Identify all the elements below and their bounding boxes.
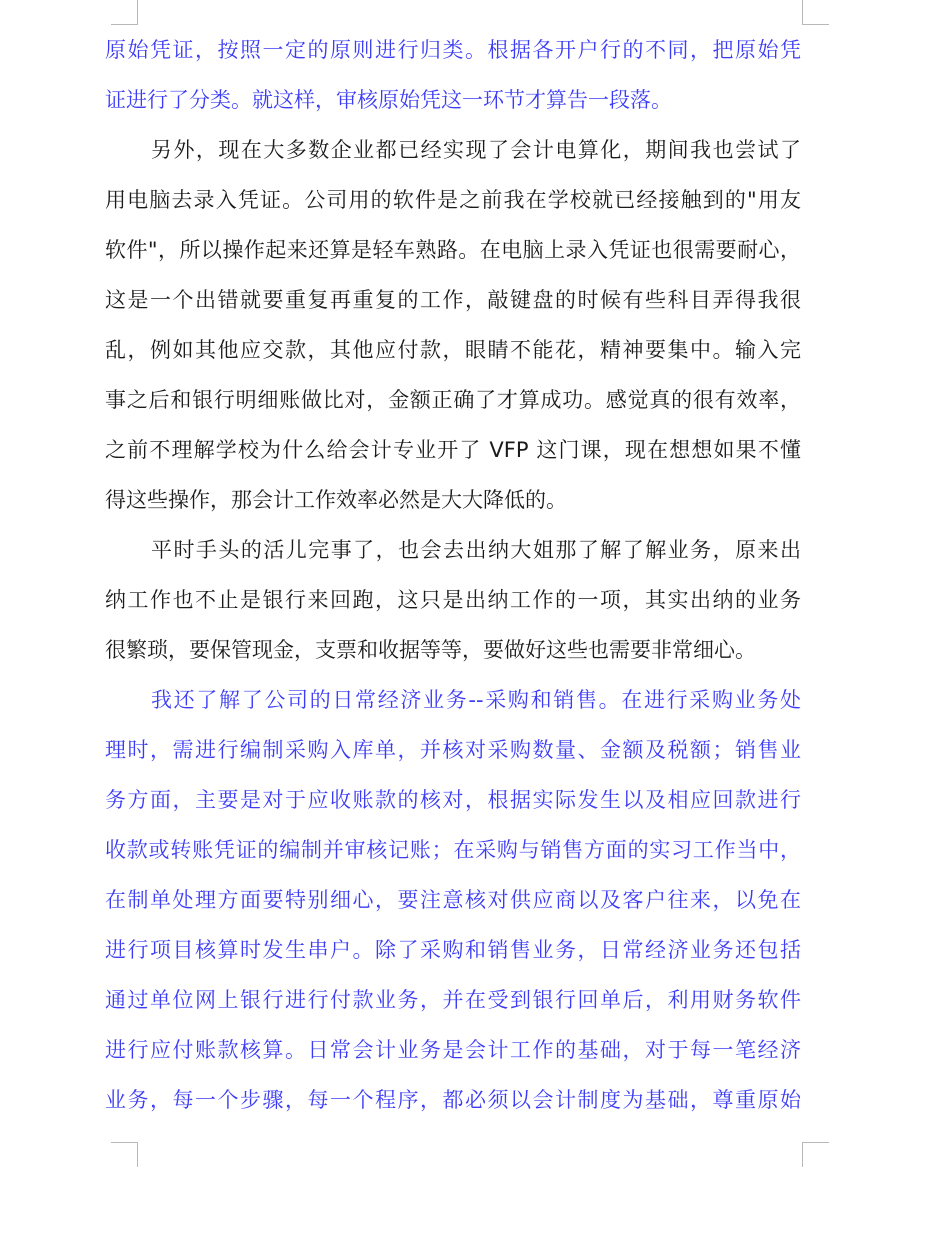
text-line: 纳工作也不止是银行来回跑，这只是出纳工作的一项，其实出纳的业务 xyxy=(105,588,801,612)
paragraph-1 xyxy=(105,25,801,125)
text-line: 我还了解了公司的日常经济业务--采购和销售。在进行采购业务处 xyxy=(151,688,801,712)
text-line: 软件"，所以操作起来还算是轻车熟路。在电脑上录入凭证也很需要耐心， xyxy=(105,238,801,262)
text-line: 事之后和银行明细账做比对，金额正确了才算成功。感觉真的很有效率， xyxy=(105,388,801,412)
paragraph-4 xyxy=(105,675,801,1125)
text-line: 很繁琐，要保管现金，支票和收据等等，要做好这些也需要非常细心。 xyxy=(105,638,756,662)
page-corner-mark-bottom-right xyxy=(802,1142,829,1167)
text-line: 理时，需进行编制采购入库单，并核对采购数量、金额及税额；销售业 xyxy=(105,738,801,762)
text-line: 进行项目核算时发生串户。除了采购和销售业务，日常经济业务还包括 xyxy=(105,938,801,962)
text-line: 乱，例如其他应交款，其他应付款，眼睛不能花，精神要集中。输入完 xyxy=(105,338,801,362)
text-line: 之前不理解学校为什么给会计专业开了 VFP 这门课，现在想想如果不懂 xyxy=(105,438,801,462)
text-line: 得这些操作，那会计工作效率必然是大大降低的。 xyxy=(105,488,567,512)
text-line: 业务，每一个步骤，每一个程序，都必须以会计制度为基础，尊重原始 xyxy=(105,1088,801,1112)
paragraph-2 xyxy=(105,125,801,525)
text-line: 另外，现在大多数企业都已经实现了会计电算化，期间我也尝试了 xyxy=(151,138,801,162)
text-line: 通过单位网上银行进行付款业务，并在受到银行回单后，利用财务软件 xyxy=(105,988,801,1012)
page-corner-mark-bottom-left xyxy=(111,1142,138,1167)
text-line: 原始凭证，按照一定的原则进行归类。根据各开户行的不同，把原始凭 xyxy=(105,38,801,62)
text-line: 这是一个出错就要重复再重复的工作，敲键盘的时候有些科目弄得我很 xyxy=(105,288,801,312)
text-line: 平时手头的活儿完事了，也会去出纳大姐那了解了解业务，原来出 xyxy=(151,538,801,562)
text-line: 进行应付账款核算。日常会计业务是会计工作的基础，对于每一笔经济 xyxy=(105,1038,801,1062)
page-corner-mark-top-right xyxy=(802,0,829,25)
text-line: 用电脑去录入凭证。公司用的软件是之前我在学校就已经接触到的"用友 xyxy=(105,188,801,212)
text-line: 在制单处理方面要特别细心，要注意核对供应商以及客户往来，以免在 xyxy=(105,888,801,912)
page-corner-mark-top-left xyxy=(111,0,138,25)
document-page xyxy=(105,25,801,1125)
paragraph-3 xyxy=(105,525,801,675)
text-line: 证进行了分类。就这样，审核原始凭这一环节才算告一段落。 xyxy=(105,88,672,112)
text-line: 务方面，主要是对于应收账款的核对，根据实际发生以及相应回款进行 xyxy=(105,788,801,812)
text-line: 收款或转账凭证的编制并审核记账；在采购与销售方面的实习工作当中， xyxy=(105,838,801,862)
